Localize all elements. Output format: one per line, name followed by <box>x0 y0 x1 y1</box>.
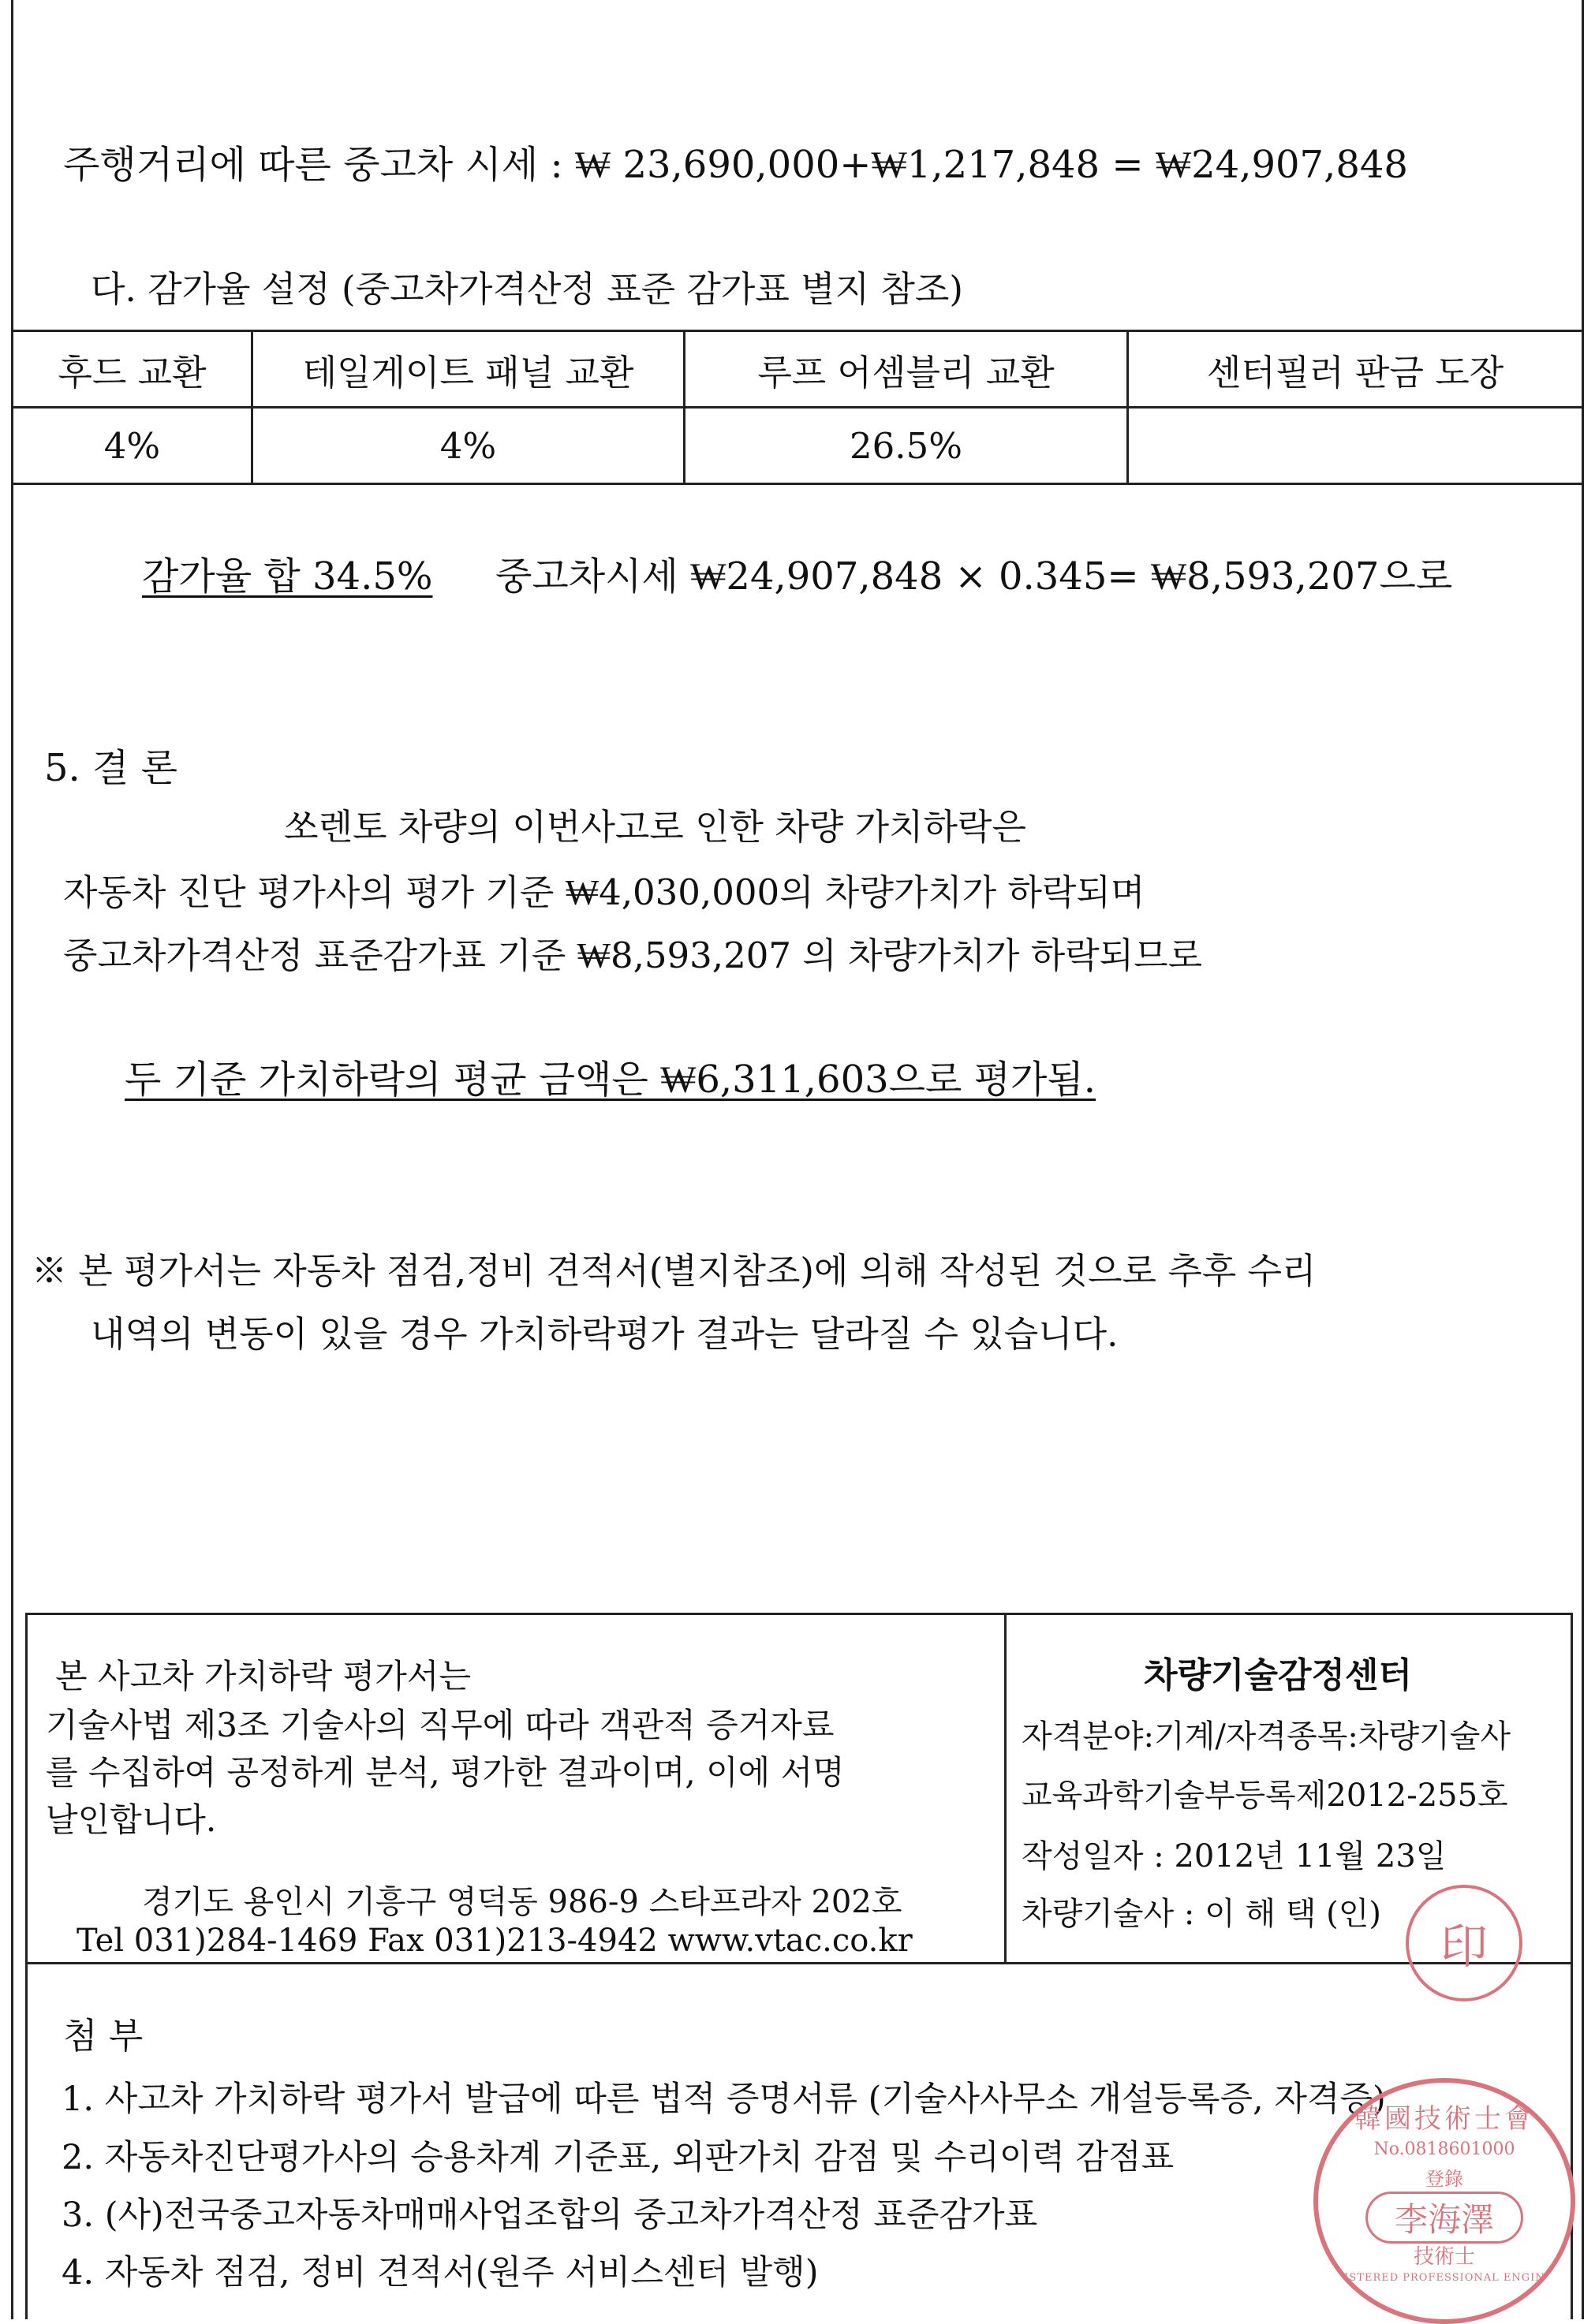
center-registration: 교육과학기술부등록제2012-255호 <box>1022 1778 1508 1814</box>
depreciation-calc: 중고차시세 ₩24,907,848 × 0.345= ₩8,593,207으로 <box>495 554 1453 599</box>
table-header: 센터필러 판금 도장 <box>1206 351 1504 394</box>
table-cell <box>1129 408 1582 483</box>
attachments-heading: 첨 부 <box>63 2015 144 2057</box>
table-cell: 4% <box>439 424 497 467</box>
seal-top-text: 韓國技術士會 <box>1354 2103 1534 2135</box>
seal-stamp-small: 印 <box>1406 1885 1522 2001</box>
price-line: 주행거리에 따른 중고차 시세 : ₩ 23,690,000+₩1,217,848 = ₩24,907,848 <box>63 143 1408 187</box>
seal-reg-text: No.0818601000 <box>1373 2139 1515 2159</box>
seal-mark-text: 登錄 <box>1425 2168 1463 2190</box>
certification-text: 를 수집하여 공정하게 분석, 평가한 결과이며, 이에 서명 <box>46 1753 845 1792</box>
seal-english-text: REGISTERED PROFESSIONAL ENGINEER <box>1318 2272 1571 2284</box>
table-header: 루프 어셈블리 교환 <box>757 351 1055 394</box>
center-name: 차량기술감정센터 <box>1144 1655 1413 1695</box>
table-cell: 26.5% <box>850 424 962 467</box>
table-header: 후드 교환 <box>58 351 207 394</box>
engineer-seal-stamp <box>1313 2078 1575 2324</box>
certification-text: 날인합니다. <box>46 1800 217 1839</box>
note-text: ※ 본 평가서는 자동차 점검,정비 견적서(별지참조)에 의해 작성된 것으로 추후 수리 <box>32 1250 1317 1292</box>
center-date: 작성일자 : 2012년 11월 23일 <box>1022 1838 1447 1874</box>
certification-text: 본 사고차 가치하락 평가서는 <box>55 1657 471 1695</box>
table-cell: 4% <box>103 424 161 467</box>
certification-text: 기술사법 제3조 기술사의 직무에 따라 객관적 증거자료 <box>46 1706 835 1744</box>
note-text: 내역의 변동이 있을 경우 가치하락평가 결과는 달라질 수 있습니다. <box>91 1313 1119 1355</box>
table-header: 테일게이트 패널 교환 <box>302 351 634 394</box>
center-field: 자격분야:기계/자격종목:차량기술사 <box>1022 1718 1511 1755</box>
conclusion-text: 쏘렌토 차량의 이번사고로 인한 차량 가치하락은 <box>284 806 1026 848</box>
center-engineer: 차량기술사 : 이 해 택 (인) <box>1022 1896 1382 1932</box>
attachment-item: 3. (사)전국중고자동차매매사업조합의 중고차가격산정 표준감가표 <box>62 2195 1038 2235</box>
conclusion-heading: 5. 결 론 <box>44 746 178 790</box>
depreciation-sum: 감가율 합 34.5% <box>142 554 433 599</box>
address: 경기도 용인시 기흥구 영덕동 986-9 스타프라자 202호 <box>142 1884 902 1920</box>
seal-name-text: 李海澤 <box>1365 2192 1523 2244</box>
conclusion-text: 중고차가격산정 표준감가표 기준 ₩8,593,207 의 차량가치가 하락되므로 <box>63 934 1203 976</box>
contact-info: Tel 031)284-1469 Fax 031)213-4942 www.vtac.co.kr <box>77 1923 913 1959</box>
section-da-heading: 다. 감가율 설정 (중고차가격산정 표준 감가표 별지 참조) <box>91 268 963 310</box>
attachment-item: 4. 자동차 점검, 정비 견적서(원주 서비스센터 발행) <box>62 2253 819 2292</box>
conclusion-text: 자동차 진단 평가사의 평가 기준 ₩4,030,000의 차량가치가 하락되며 <box>63 871 1145 913</box>
attachment-item: 2. 자동차진단평가사의 승용차계 기준표, 외판가치 감점 및 수리이력 감점표 <box>62 2138 1175 2177</box>
attachment-item: 1. 사고차 가치하락 평가서 발급에 따른 법적 증명서류 (기술사사무소 개설등록증, 자격증) <box>62 2080 1386 2119</box>
conclusion-result: 두 기준 가치하락의 평균 금액은 ₩6,311,603으로 평가됨. <box>125 1058 1096 1102</box>
seal-role-text: 技術士 <box>1413 2245 1475 2269</box>
